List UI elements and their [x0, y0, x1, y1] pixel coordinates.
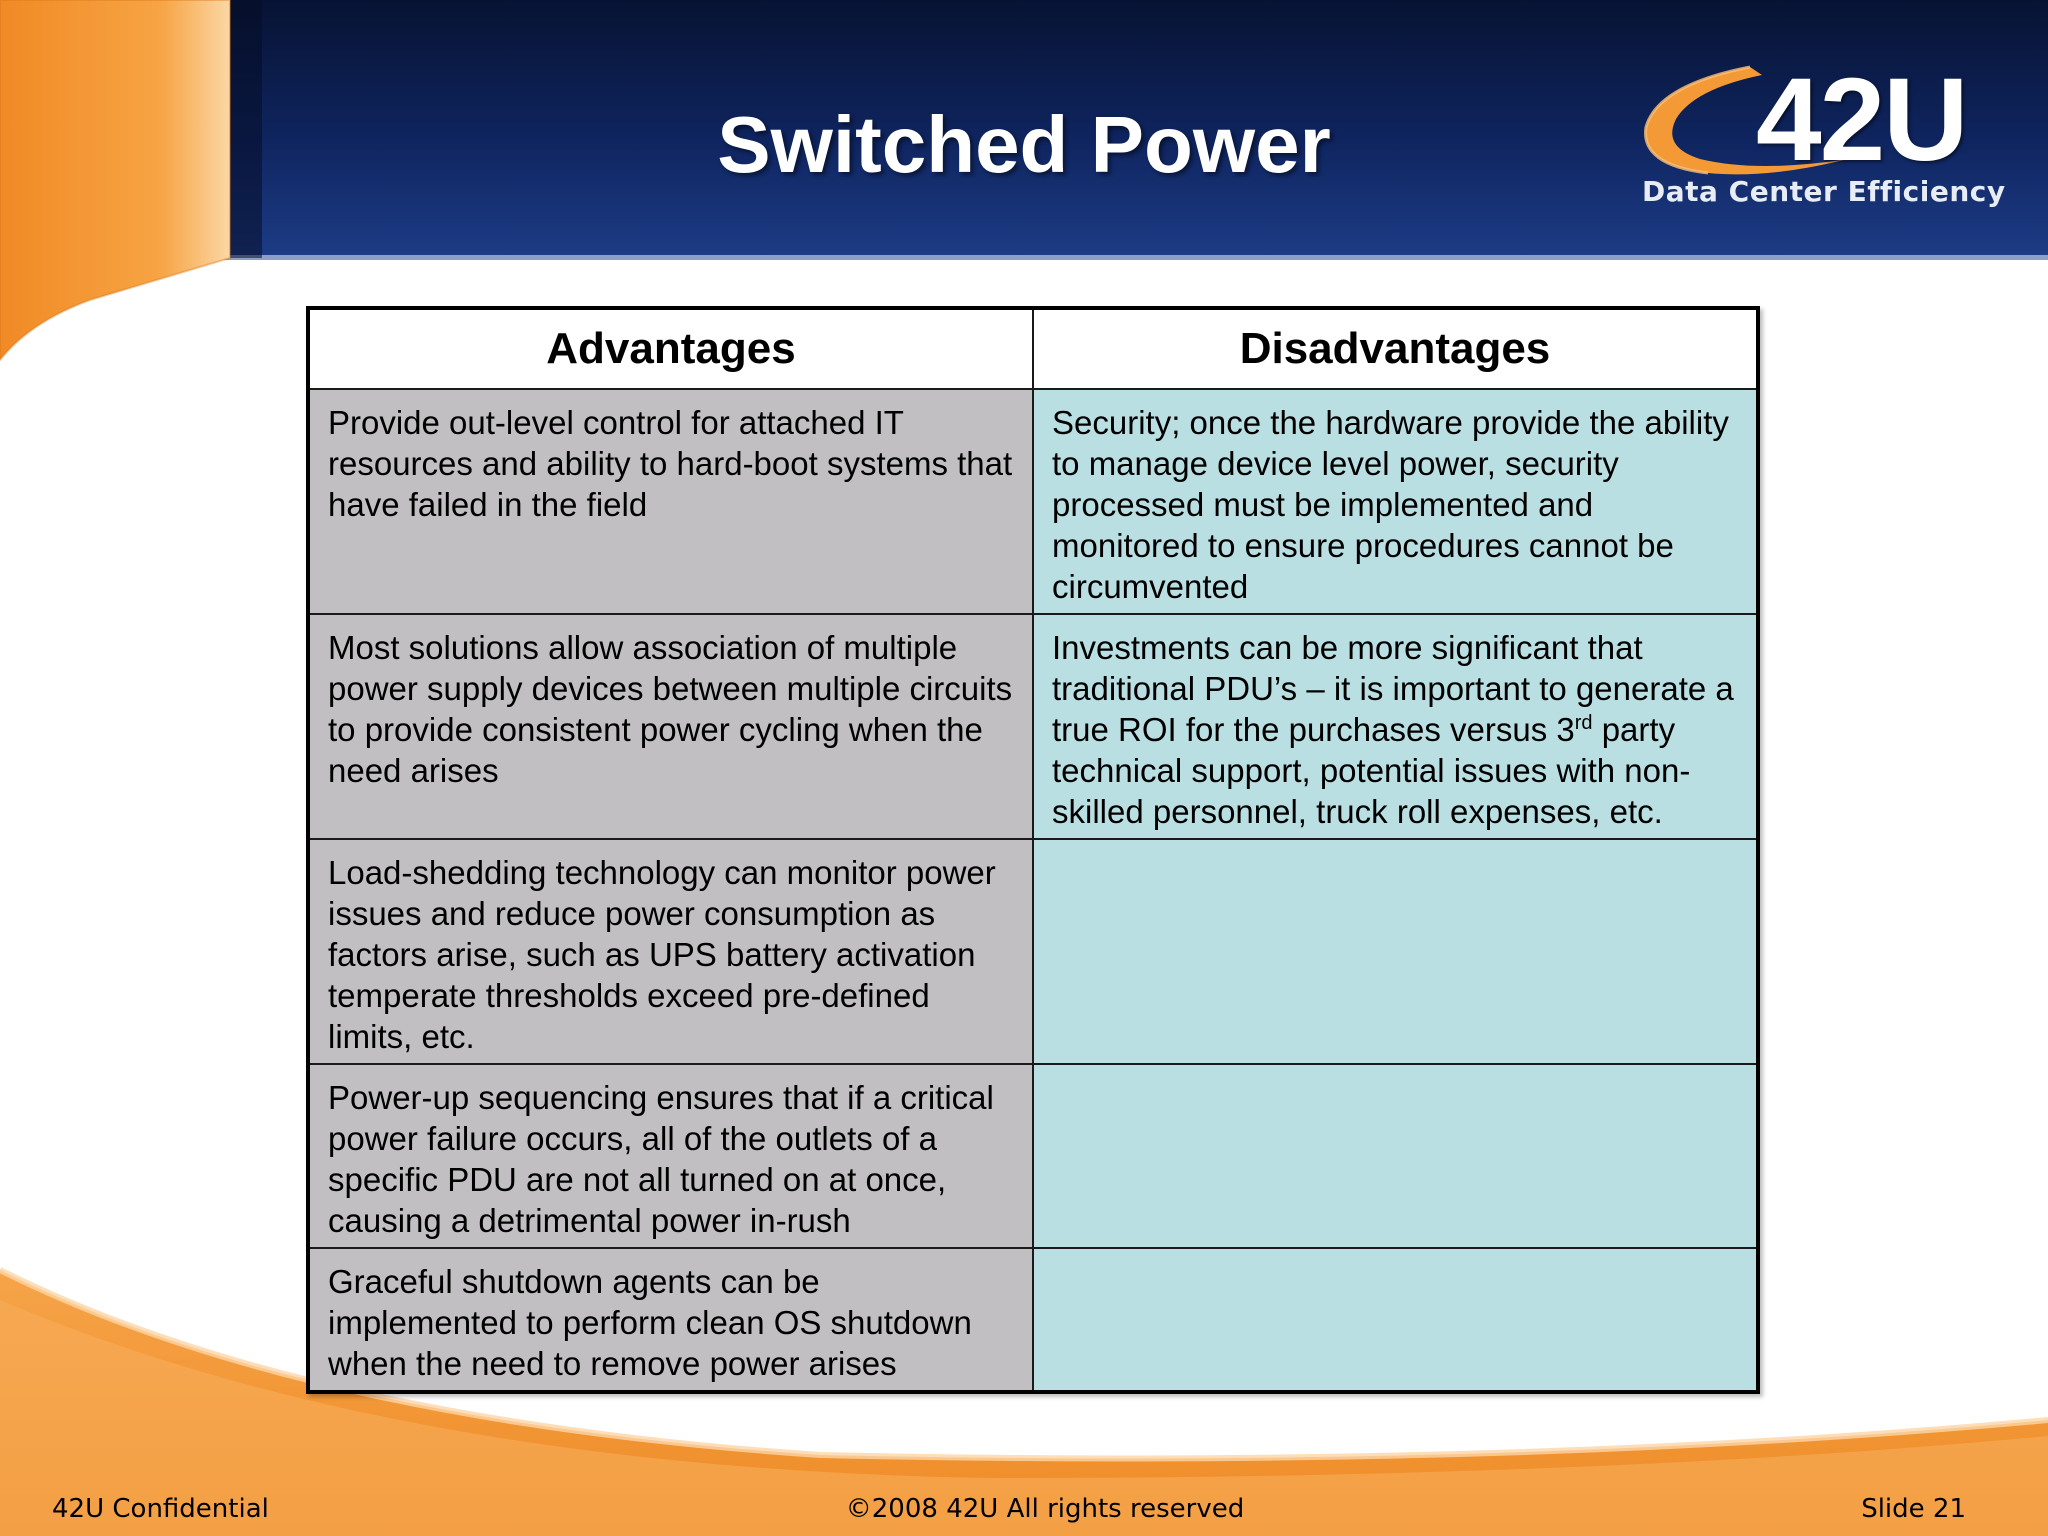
footer-confidential: 42U Confidential: [52, 1494, 269, 1524]
ordinal-suffix: rd: [1574, 712, 1593, 734]
logo-tagline: Data Center Efficiency: [1642, 175, 2006, 208]
table-row: [308, 614, 1758, 839]
footer-copyright: ©2008 42U All rights reserved: [845, 1494, 1245, 1524]
disadvantage-cell: [1033, 1064, 1758, 1248]
advantage-cell: Provide out-level control for attached IT resources and ability to hard-boot systems that have failed in the field: [308, 389, 1033, 614]
table-row: [308, 839, 1758, 1064]
footer-slide-number: Slide 21: [1861, 1494, 1966, 1524]
disadvantage-cell: Security; once the hardware provide the ability to manage device level power, security processed must be implemented and monitored to ensure procedures cannot be circumvented: [1033, 389, 1758, 614]
disadvantage-text-end: party technical support, potential issues with non-skilled personnel, truck roll expenses, etc.: [1052, 711, 1691, 830]
advantage-cell: Graceful shutdown agents can be implemented to perform clean OS shutdown when the need to remove power arises: [308, 1248, 1033, 1392]
table-row: [308, 1064, 1758, 1248]
pros-cons-table: [306, 306, 1760, 1394]
table-row: [308, 1248, 1758, 1392]
column-header-advantages: Advantages: [308, 308, 1033, 389]
advantage-cell: Power-up sequencing ensures that if a critical power failure occurs, all of the outlets of a specific PDU are not all turned on at once, causing a detrimental power in-rush: [308, 1064, 1033, 1248]
column-header-disadvantages: Disadvantages: [1033, 308, 1758, 389]
logo-mark: 42U: [1756, 54, 1967, 186]
advantage-cell: Load-shedding technology can monitor power issues and reduce power consumption as factors arise, such as UPS battery activation temperate thresholds exceed pre-defined limits, etc.: [308, 839, 1033, 1064]
disadvantage-cell: [1033, 839, 1758, 1064]
disadvantage-text-start: Investments can be more significant that traditional PDU’s – it is important to generate a true ROI for the purchases versus 3: [1052, 629, 1734, 748]
table-row: [308, 389, 1758, 614]
disadvantage-cell: [1033, 1248, 1758, 1392]
advantage-cell: Most solutions allow association of multiple power supply devices between multiple circuits to provide consistent power cycling when the need arises: [308, 614, 1033, 839]
table-header-row: [308, 308, 1758, 389]
slide-title: Switched Power: [717, 100, 1331, 189]
company-logo: [1638, 54, 2006, 215]
disadvantage-cell: [1033, 614, 1758, 839]
